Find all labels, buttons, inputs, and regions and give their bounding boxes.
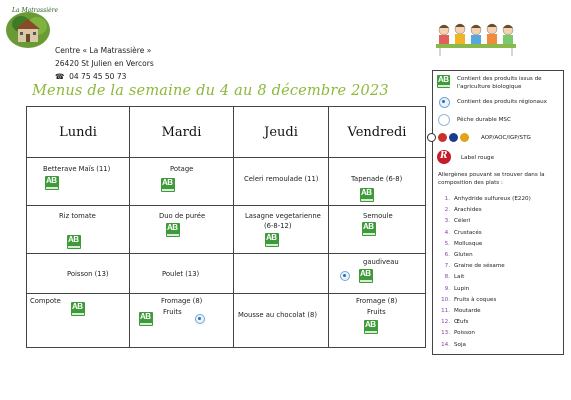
allergen-item	[439, 196, 531, 202]
menu-cell	[329, 294, 426, 348]
dish-text: Fromage (8)	[356, 297, 398, 305]
legend-aop: AOP/AOC/IGP/STG	[481, 135, 531, 141]
menu-cell	[27, 254, 130, 294]
allergen-number: 11.	[441, 308, 450, 314]
allergen-label: Soja	[454, 341, 466, 348]
igp-icon	[449, 133, 458, 142]
school-name: Centre « La Matrassière »	[55, 46, 152, 55]
label-rouge-icon: R	[437, 150, 451, 164]
dish-text: Poisson (13)	[67, 270, 109, 278]
children-eating-illustration	[432, 20, 520, 58]
logo-lettering: La Matrassière	[12, 7, 59, 14]
allergen-label: Lait	[454, 274, 465, 281]
menu-cell	[27, 158, 130, 206]
ab-bio-icon: AB	[362, 222, 376, 236]
allergen-label: Mollusque	[454, 240, 483, 247]
dish-text: Riz tomate	[59, 212, 96, 220]
ab-bio-icon: AB	[67, 235, 81, 249]
allergen-label: Poisson	[454, 330, 475, 337]
menu-title: Menus de la semaine du 4 au 8 décembre 2023	[32, 83, 389, 99]
allergen-label: Anhydride sulfureux (E220)	[454, 196, 531, 202]
menu-cell	[130, 254, 234, 294]
dish-text: Fromage (8)	[161, 297, 203, 305]
dish-text: gaudiveau	[363, 258, 399, 266]
allergen-number: 14.	[441, 341, 450, 348]
ab-bio-icon: AB	[161, 178, 175, 192]
allergen-label: Moutarde	[454, 308, 481, 314]
dish-text: Betterave Maïs (11)	[43, 165, 111, 173]
school-address: 26420 St Julien en Vercors	[55, 59, 154, 68]
allergen-number: 9.	[444, 285, 450, 292]
allergen-item	[439, 308, 481, 314]
menu-cell	[27, 206, 130, 254]
allergen-item	[439, 263, 505, 269]
legend-regional: Contient des produits régionaux	[457, 99, 547, 105]
allergen-item	[439, 330, 475, 336]
allergen-number: 3.	[444, 218, 450, 225]
allergen-label: Lupin	[454, 285, 470, 292]
day-header-lundi: Lundi	[27, 107, 130, 158]
allergen-number: 12.	[441, 319, 450, 326]
menu-cell	[234, 206, 329, 254]
allergen-item	[439, 342, 466, 348]
day-header-jeudi: Jeudi	[234, 107, 329, 158]
allergen-number: 2.	[444, 207, 450, 214]
school-address-block	[55, 44, 154, 83]
allergen-label: Gluten	[454, 252, 473, 258]
dish-text-extra: Fruits	[163, 308, 182, 316]
dish-text: Duo de purée	[159, 212, 206, 220]
allergen-item	[439, 297, 496, 303]
msc-fish-icon	[438, 114, 450, 126]
legend-label-rouge: Label rouge	[461, 155, 495, 161]
legend-box	[432, 70, 564, 355]
menu-cell	[130, 294, 234, 348]
allergen-label: Crustacés	[454, 229, 482, 236]
allergen-label: Œufs	[454, 319, 469, 326]
allergen-label: Graine de sésame	[454, 263, 505, 270]
aop-icon	[427, 133, 436, 142]
allergen-intro: Allergènes pouvant se trouver dans la composition des plats :	[438, 172, 545, 186]
allergen-item	[439, 230, 482, 236]
allergen-number: 7.	[444, 263, 450, 270]
allergen-item	[439, 286, 469, 292]
ab-bio-icon: AB	[265, 233, 279, 247]
allergen-number: 1.	[444, 196, 450, 202]
allergen-label: Arachides	[454, 207, 482, 214]
matrassiere-logo	[4, 4, 59, 50]
allergen-number: 13.	[441, 330, 450, 337]
dish-text: Lasagne vegetarienne	[245, 212, 321, 220]
menu-cell	[234, 294, 329, 348]
ab-bio-icon: AB	[45, 176, 59, 190]
school-phone-row	[55, 70, 154, 83]
regional-product-icon	[195, 314, 205, 324]
day-header-vendredi: Vendredi	[329, 107, 426, 158]
allergen-item	[439, 218, 470, 224]
allergen-number: 8.	[444, 274, 450, 281]
allergen-number: 5.	[444, 240, 450, 247]
menu-cell	[329, 254, 426, 294]
allergen-item	[439, 207, 482, 213]
allergen-item	[439, 252, 473, 258]
legend-msc: Pêche durable MSC	[457, 117, 511, 123]
allergen-number: 10.	[441, 296, 450, 303]
ab-bio-icon: AB	[359, 269, 373, 283]
regional-product-icon	[439, 97, 450, 108]
dish-allergens: (6-8-12)	[264, 222, 292, 230]
allergen-item	[439, 319, 468, 325]
menu-cell	[234, 254, 329, 294]
menu-cell	[329, 158, 426, 206]
dish-text: Compote	[30, 297, 61, 305]
day-header-mardi: Mardi	[130, 107, 234, 158]
dish-text: Mousse au chocolat (8)	[238, 311, 317, 319]
allergen-label: Fruits à coques	[454, 296, 497, 303]
dish-text: Poulet (13)	[162, 270, 200, 278]
allergen-label: Céleri	[454, 218, 471, 225]
menu-cell	[27, 294, 130, 348]
dish-text-extra: Fruits	[367, 308, 386, 316]
school-phone: 04 75 45 50 73	[69, 72, 127, 81]
weekly-menu-table	[26, 106, 426, 348]
ab-bio-icon: AB	[360, 188, 374, 202]
menu-cell	[130, 158, 234, 206]
legend-bio: Contient des produits issus de l'agriculture biologique	[457, 76, 542, 90]
allergen-number: 6.	[444, 252, 450, 258]
dish-text: Celeri remoulade (11)	[244, 175, 319, 183]
menu-cell	[234, 158, 329, 206]
dish-text: Potage	[170, 165, 194, 173]
dish-text: Semoule	[363, 212, 393, 220]
aoc-icon	[438, 133, 447, 142]
menu-cell	[329, 206, 426, 254]
allergen-item	[439, 274, 464, 280]
ab-bio-icon: AB	[139, 312, 153, 326]
dish-text: Tapenade (6-8)	[351, 175, 403, 183]
phone-icon: ☎	[55, 72, 65, 81]
ab-bio-icon: AB	[437, 75, 450, 88]
ab-bio-icon: AB	[364, 320, 378, 334]
ab-bio-icon: AB	[166, 223, 180, 237]
allergen-item	[439, 241, 482, 247]
menu-cell	[130, 206, 234, 254]
stg-icon	[460, 133, 469, 142]
allergen-number: 4.	[444, 229, 450, 236]
ab-bio-icon: AB	[71, 302, 85, 316]
regional-product-icon	[340, 271, 350, 281]
